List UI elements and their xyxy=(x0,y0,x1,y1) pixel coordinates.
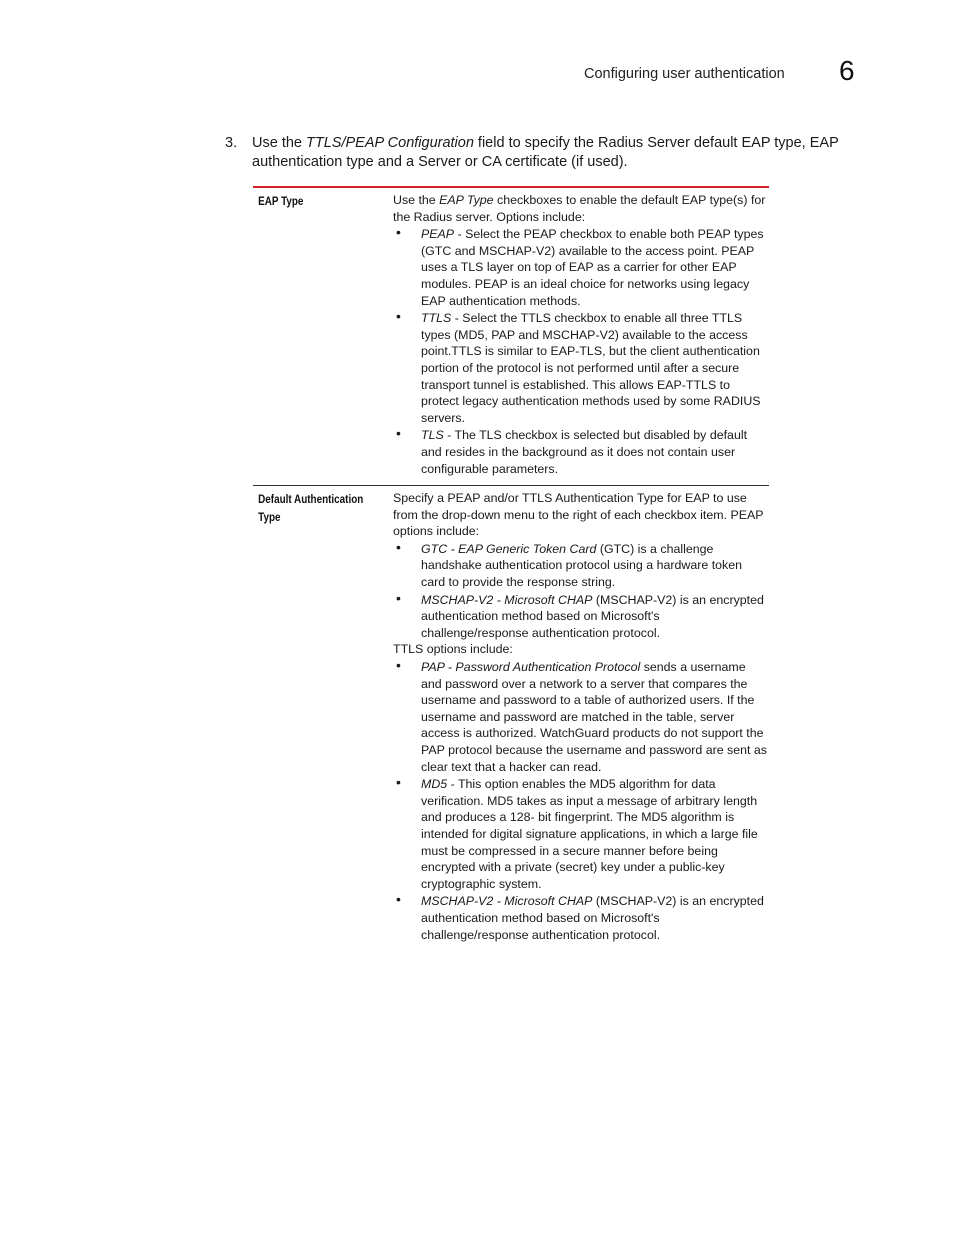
step-suffix: field to specify the Radius Server default EAP type, EAP authentication type and a Server or CA certificate (if used). xyxy=(252,135,839,170)
list-item xyxy=(393,226,769,309)
option-text: (MSCHAP-V2) is an encrypted authentication method based on Microsoft's challenge/response authentication protocol. xyxy=(421,894,764,942)
option-text: - Select the PEAP checkbox to enable both PEAP types (GTC and MSCHAP-V2) available to the access point. PEAP uses a TLS layer on top of EAP as a carrier for other EAP modules. PEAP is an ideal choice for networks using legacy EAP authentication methods. xyxy=(421,227,764,308)
bullet-icon: • xyxy=(396,224,401,241)
intro-suffix: checkboxes to enable the default EAP type(s) for the Radius server. Options include: xyxy=(393,193,766,224)
option-text: - Select the TTLS checkbox to enable all three TTLS types (MD5, PAP and MSCHAP-V2) available to the access point.TTLS is similar to EAP-TLS, but the client authentication portion of the protocol is not performed until after a secure transport tunnel is established. This allows EAP-TTLS to protect legacy authentication methods used by some RADIUS servers. xyxy=(421,311,761,425)
procedure-step xyxy=(225,134,845,172)
option-list xyxy=(393,226,769,477)
row-description xyxy=(393,486,769,951)
option-text: (GTC) is a challenge handshake authentication protocol using a hardware token card to provide the response string. xyxy=(421,541,743,590)
intro-prefix: Use the xyxy=(393,193,440,207)
row-description xyxy=(393,188,769,485)
option-text: - This option enables the MD5 algorithm for data verification. MD5 takes as input a message of arbitrary length and produces a 128- bit fingerprint. The MD5 algorithm is intended for digital signature applications, in which a large file must be compressed in a secure manner before being encrypted with a private (secret) key under a public-key cryptographic system. xyxy=(421,777,758,891)
option-term: MSCHAP-V2 - Microsoft CHAP xyxy=(421,894,593,909)
option-term: GTC - EAP Generic Token Card xyxy=(421,541,597,556)
table-row-eap-type xyxy=(253,188,769,486)
bullet-icon: • xyxy=(396,774,401,791)
list-item xyxy=(393,893,769,943)
row-intro xyxy=(393,192,769,225)
list-item xyxy=(393,659,769,775)
step-text xyxy=(252,134,845,172)
row-label: Default Authentication Type xyxy=(258,494,364,525)
option-term: MD5 xyxy=(421,777,448,792)
chapter-number: 6 xyxy=(839,55,855,86)
step-number: 3. xyxy=(225,135,238,151)
row-intro: Specify a PEAP and/or TTLS Authentication Type for EAP to use from the drop-down menu to the right of each checkbox item. PEAP options include: xyxy=(393,491,764,539)
option-term: TLS xyxy=(421,428,444,443)
option-term: MSCHAP-V2 - Microsoft CHAP xyxy=(421,592,593,607)
row-label: EAP Type xyxy=(258,196,304,208)
option-term: PEAP xyxy=(421,227,455,242)
bullet-icon: • xyxy=(396,308,401,325)
bullet-icon: • xyxy=(396,657,401,674)
list-item xyxy=(393,427,769,477)
ttls-intro: TTLS options include: xyxy=(393,642,513,657)
option-term: TTLS xyxy=(421,311,452,326)
list-item xyxy=(393,589,769,642)
bullet-icon: • xyxy=(396,425,401,442)
settings-table xyxy=(253,186,769,951)
list-item xyxy=(393,538,769,591)
option-text: sends a username and password over a network to a server that compares the username and password to a table of authorized users. If the username and password are matched in the table, server access is authorized. WatchGuard products do not support the PAP protocol because the username and password are sent as clear text that a hacker can read. xyxy=(421,660,767,774)
bullet-icon: • xyxy=(396,538,401,555)
bullet-icon: • xyxy=(396,589,401,606)
step-prefix: Use the xyxy=(252,135,306,151)
list-item xyxy=(393,776,769,892)
bullet-icon: • xyxy=(396,891,401,908)
ttls-option-list xyxy=(393,659,769,943)
intro-term: EAP Type xyxy=(439,193,494,207)
table-row-default-auth-type xyxy=(253,486,769,951)
option-term: PAP - Password Authentication Protocol xyxy=(421,660,641,675)
option-text: (MSCHAP-V2) is an encrypted authentication method based on Microsoft's challenge/response authentication protocol. xyxy=(421,592,764,640)
option-text: - The TLS checkbox is selected but disabled by default and resides in the background as it does not contain user configurable parameters. xyxy=(421,428,748,476)
list-item xyxy=(393,310,769,426)
peap-option-list xyxy=(393,538,769,642)
step-field-name: TTLS/PEAP Configuration xyxy=(306,135,474,151)
running-header-title: Configuring user authentication xyxy=(584,66,785,82)
